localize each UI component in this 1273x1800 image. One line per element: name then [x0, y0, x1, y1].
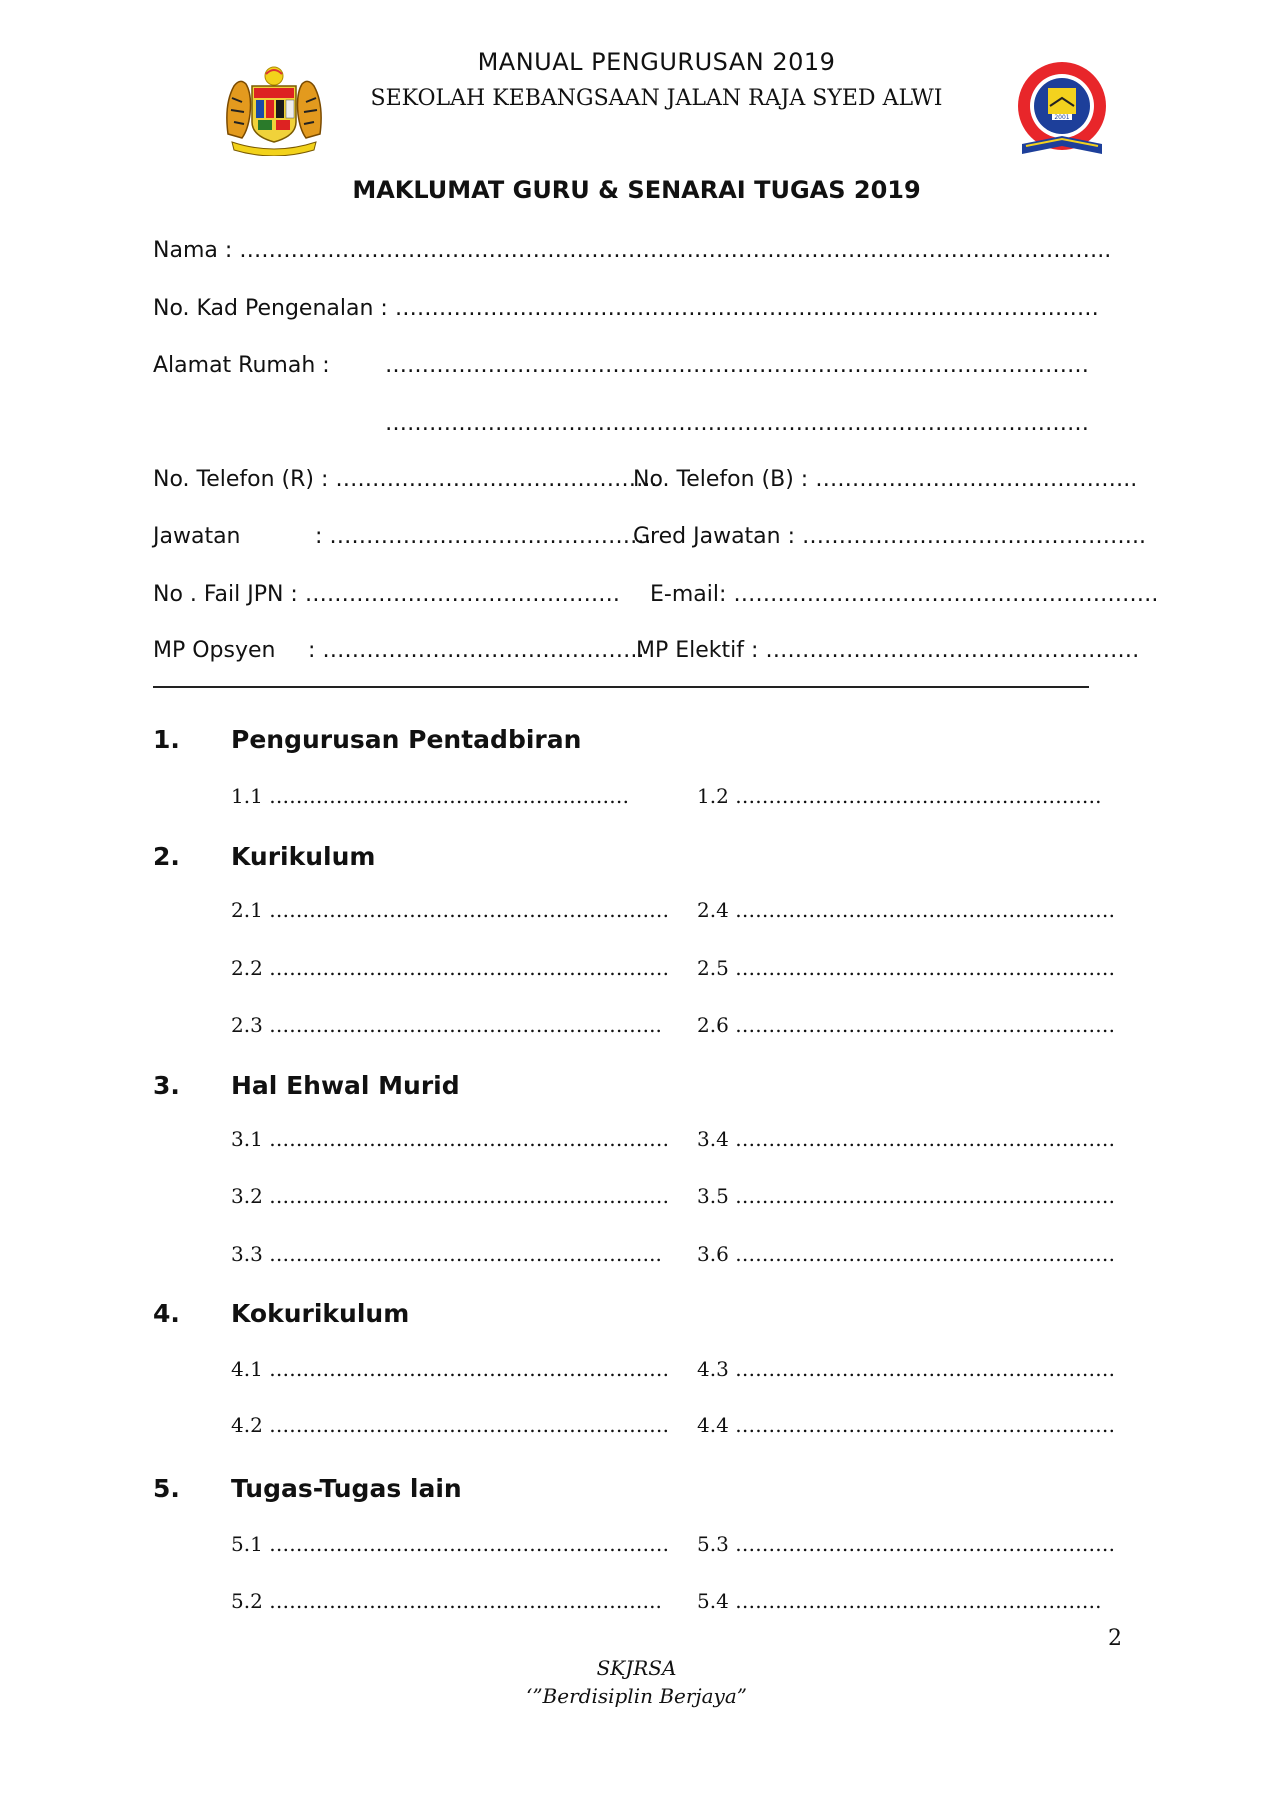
page-title: MAKLUMAT GURU & SENARAI TUGAS 2019 — [352, 176, 921, 204]
task-item: 3.3 ………………………………………………….. — [231, 1242, 662, 1266]
field-jawatan-value: : …………………………………….. — [315, 524, 652, 549]
task-item: 2.6 ………………………………………………… — [697, 1013, 1116, 1037]
task-item: 3.1 …………………………………………………… — [231, 1127, 670, 1151]
section-title: Hal Ehwal Murid — [231, 1071, 460, 1100]
section-number: 5. — [153, 1474, 180, 1503]
field-mp-opsyen-value: : …………………………………….. — [308, 638, 645, 663]
task-item: 5.3 ………………………………………………… — [697, 1532, 1116, 1556]
section-title: Pengurusan Pentadbiran — [231, 725, 582, 754]
field-mp-elektif: MP Elektif : …………………………………………… — [636, 638, 1140, 663]
field-ic: No. Kad Pengenalan : …………………………………………………………………………………… — [153, 296, 1099, 321]
divider-line — [153, 686, 1089, 688]
field-email: E-mail: …………………………………………………. — [650, 582, 1159, 607]
task-item: 2.1 …………………………………………………… — [231, 898, 670, 922]
section-title: Kurikulum — [231, 842, 376, 871]
header-line-2: SEKOLAH KEBANGSAAN JALAN RAJA SYED ALWI — [370, 86, 943, 111]
task-item: 1.2 ………………………………………………. — [697, 784, 1102, 808]
field-jawatan-label: Jawatan — [153, 524, 241, 549]
task-item: 3.4 ………………………………………………… — [697, 1127, 1116, 1151]
field-tel-bimbit: No. Telefon (B) : …………………………………….. — [633, 467, 1138, 492]
page-number: 2 — [1108, 1626, 1122, 1651]
task-item: 1.1 ……………………………………………… — [231, 784, 630, 808]
task-item: 4.4 ………………………………………………… — [697, 1413, 1116, 1437]
field-mp-opsyen-label: MP Opsyen — [153, 638, 276, 663]
task-item: 5.1 …………………………………………………… — [231, 1532, 670, 1556]
field-fail-jpn: No . Fail JPN : ……………………………………. — [153, 582, 620, 607]
task-item: 2.3 ………………………………………………….. — [231, 1013, 662, 1037]
field-nama: Nama : ……………………………………………………………………………………………………….. — [153, 238, 1112, 263]
task-item: 2.5 ………………………………………………… — [697, 956, 1116, 980]
field-gred: Gred Jawatan : ……………………………………….. — [633, 524, 1146, 549]
task-item: 2.4 ………………………………………………… — [697, 898, 1116, 922]
section-number: 3. — [153, 1071, 180, 1100]
task-item: 3.5 ………………………………………………… — [697, 1184, 1116, 1208]
task-item: 5.2 ………………………………………………….. — [231, 1589, 662, 1613]
task-item: 3.2 …………………………………………………… — [231, 1184, 670, 1208]
section-number: 4. — [153, 1299, 180, 1328]
header-line-1: MANUAL PENGURUSAN 2019 — [477, 48, 836, 76]
footer-school-code: SKJRSA — [596, 1656, 677, 1680]
task-item: 4.1 …………………………………………………… — [231, 1357, 670, 1381]
task-item: 3.6 ………………………………………………… — [697, 1242, 1116, 1266]
task-item: 4.2 …………………………………………………… — [231, 1413, 670, 1437]
field-alamat-line-2: …………………………………………………………………………………… — [385, 411, 1089, 436]
footer-motto: ‘”Berdisiplin Berjaya” — [525, 1684, 748, 1708]
field-alamat-label: Alamat Rumah : — [153, 353, 330, 378]
task-item: 2.2 …………………………………………………… — [231, 956, 670, 980]
task-item: 5.4 ………………………………………………. — [697, 1589, 1102, 1613]
section-title: Kokurikulum — [231, 1299, 410, 1328]
task-item: 4.3 ………………………………………………… — [697, 1357, 1116, 1381]
section-title: Tugas-Tugas lain — [231, 1474, 462, 1503]
section-number: 1. — [153, 725, 180, 754]
crest-year: 2001 — [1054, 114, 1070, 121]
field-alamat-line-1: …………………………………………………………………………………… — [385, 353, 1089, 378]
field-tel-rumah: No. Telefon (R) : …………………………………….. — [153, 467, 658, 492]
section-number: 2. — [153, 842, 180, 871]
